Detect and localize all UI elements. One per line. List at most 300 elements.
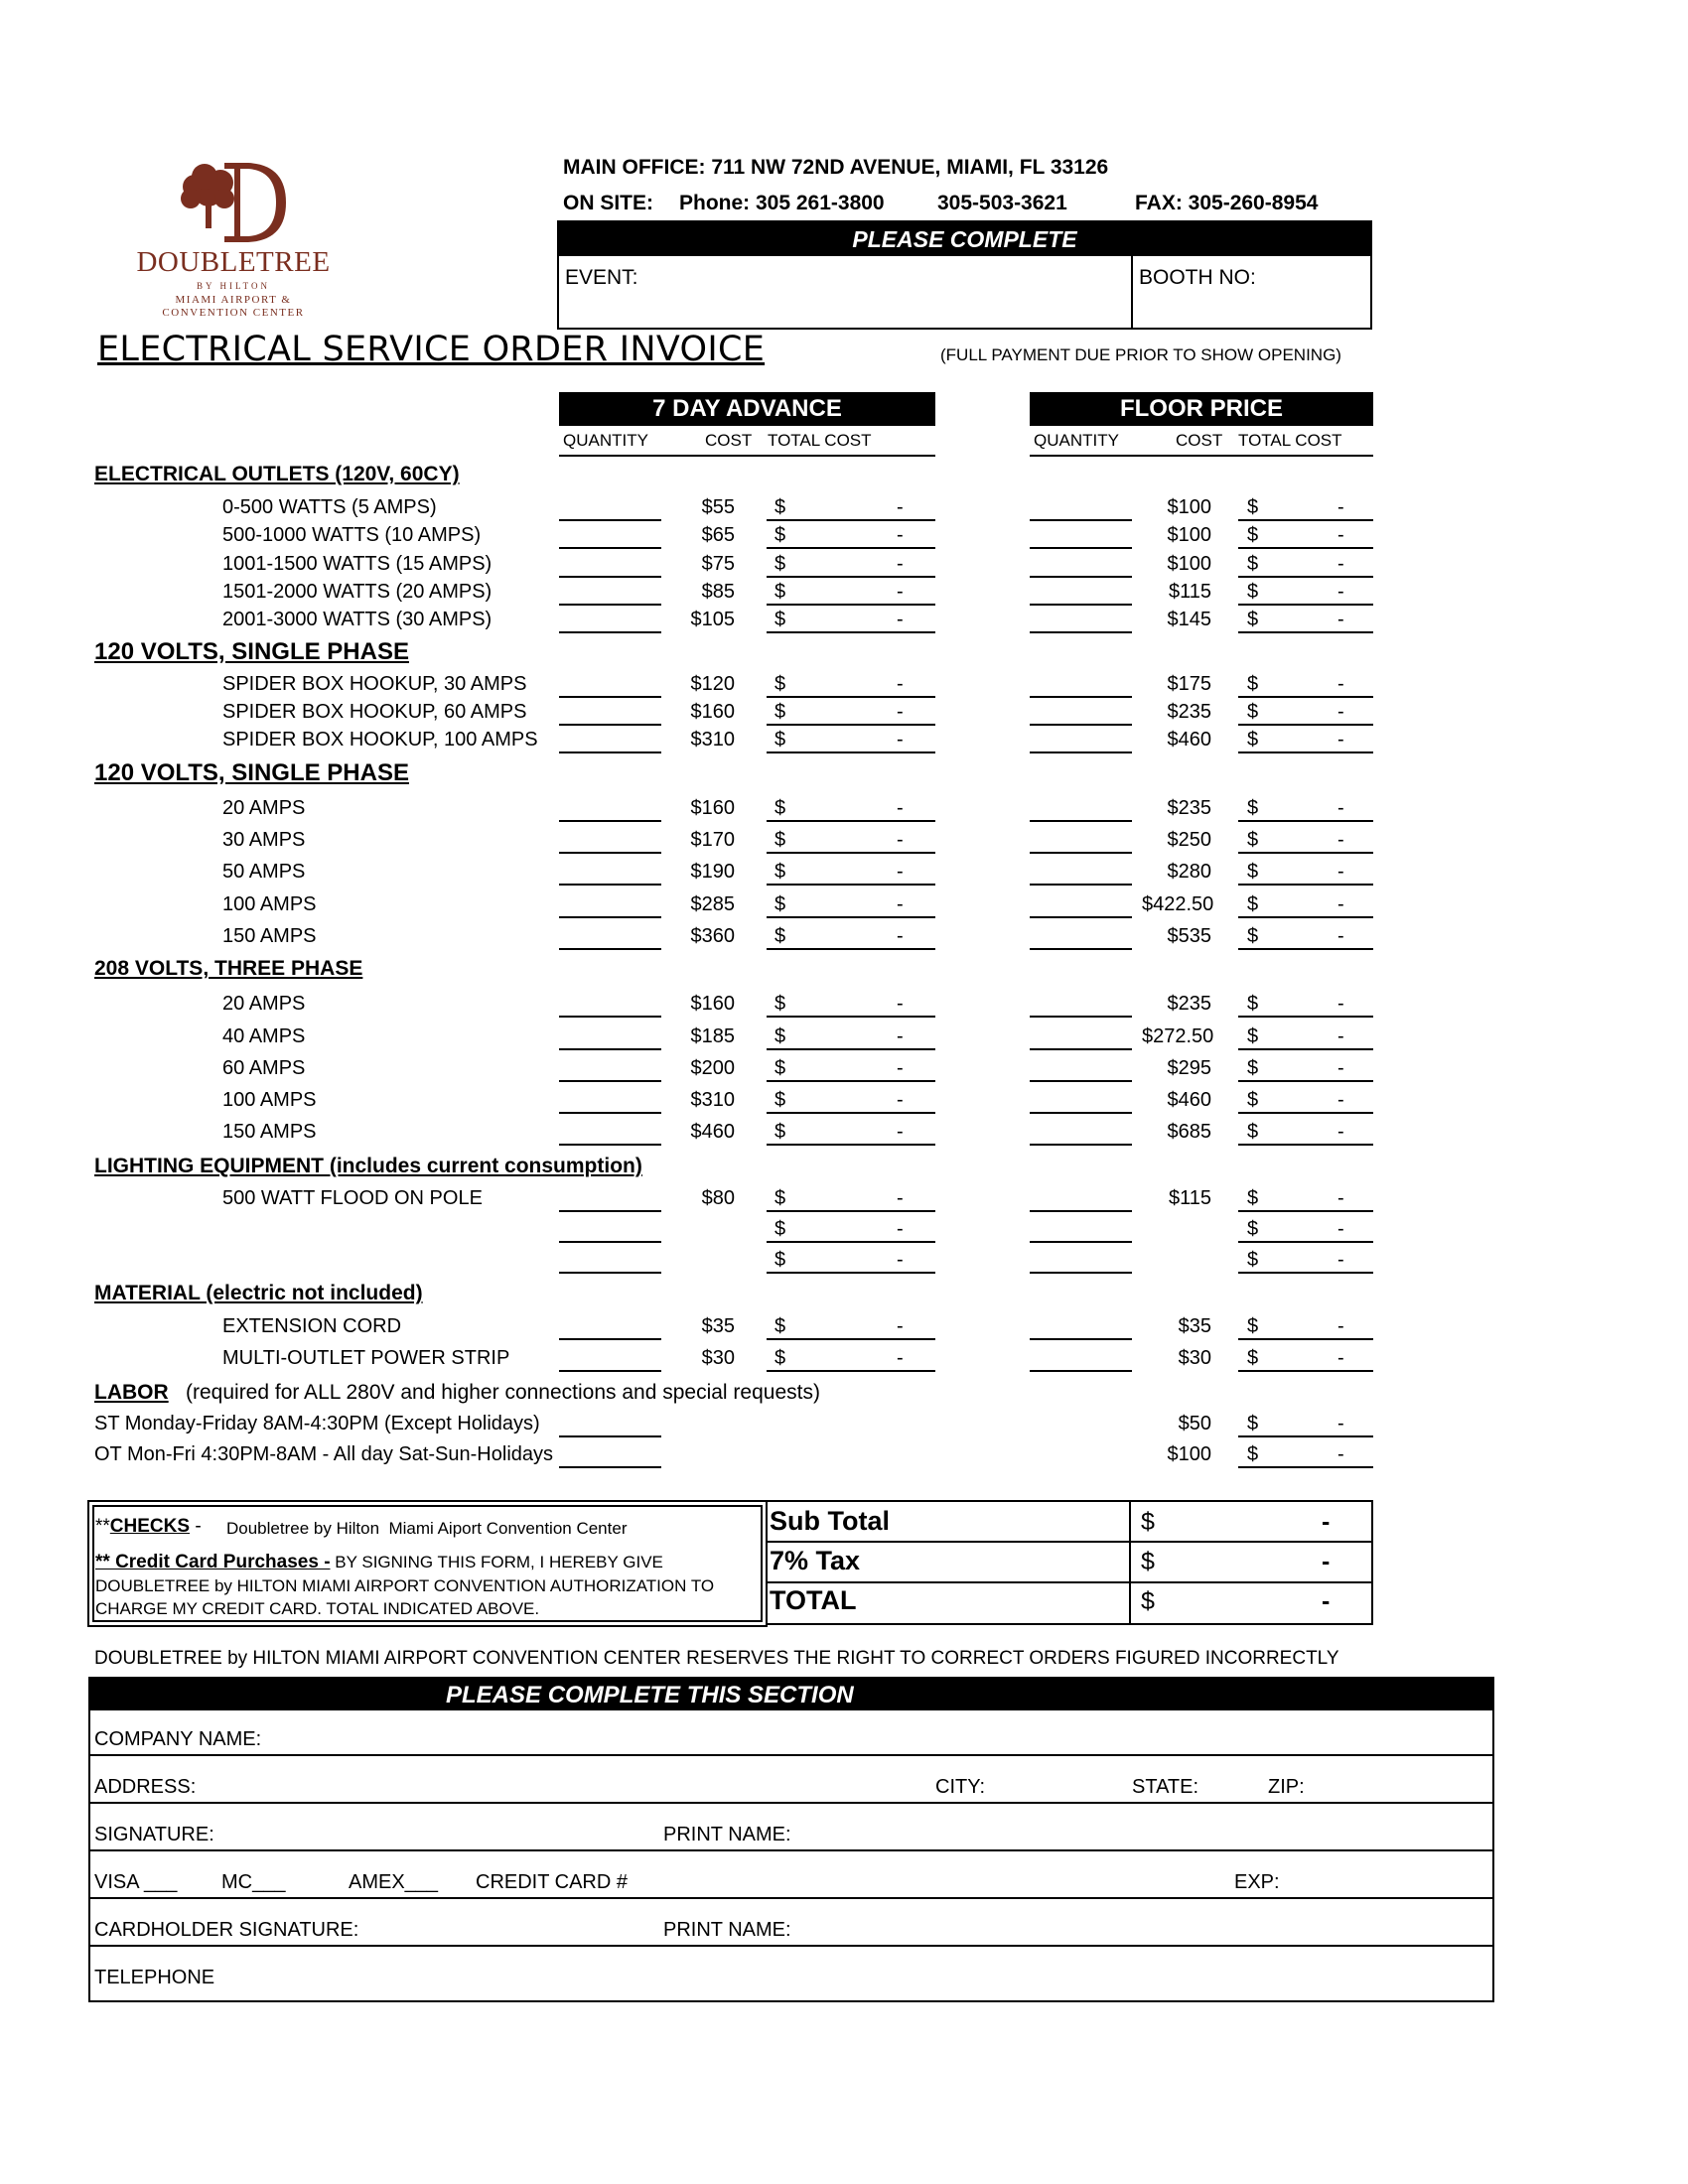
floor-cost: $115 <box>1168 1187 1211 1209</box>
floor-total-value: - <box>1337 1089 1344 1111</box>
adv-total-currency: $ <box>774 893 786 915</box>
adv-total-currency: $ <box>774 1025 786 1047</box>
item-label: 60 AMPS <box>222 1057 306 1079</box>
floor-cost: $235 <box>1167 993 1211 1015</box>
adv-total-underline <box>767 726 935 753</box>
adv-quantity-input[interactable] <box>559 1215 661 1243</box>
floor-total-header: TOTAL COST <box>1238 431 1342 450</box>
item-label: 40 AMPS <box>222 1025 306 1047</box>
adv-total-underline <box>767 922 935 950</box>
adv-quantity-input[interactable] <box>559 550 661 578</box>
floor-quantity-input[interactable] <box>1030 606 1132 633</box>
section-labor: LABOR <box>94 1381 169 1404</box>
adv-total-underline <box>767 1184 935 1212</box>
floor-cost: $100 <box>1167 524 1211 546</box>
item-label: MULTI-OUTLET POWER STRIP <box>222 1347 510 1369</box>
form-row-address[interactable] <box>89 1756 1493 1804</box>
floor-total-value: - <box>1337 1218 1344 1240</box>
floor-quantity-input[interactable] <box>1030 1312 1132 1340</box>
amex-option[interactable]: AMEX___ <box>349 1871 439 1893</box>
adv-quantity-input[interactable] <box>559 1246 661 1274</box>
adv-quantity-input[interactable] <box>559 1344 661 1372</box>
floor-quantity-input[interactable] <box>1030 1344 1132 1372</box>
item-row <box>0 890 1688 918</box>
adv-quantity-header: QUANTITY <box>563 431 648 450</box>
mc-option[interactable]: MC___ <box>221 1871 286 1893</box>
form-header: PLEASE COMPLETE THIS SECTION <box>446 1682 854 1708</box>
logo-brand: DOUBLETREE <box>136 246 331 278</box>
adv-total-currency: $ <box>774 1347 786 1369</box>
floor-quantity-input[interactable] <box>1030 1184 1132 1212</box>
adv-quantity-input[interactable] <box>559 493 661 521</box>
floor-cost: $35 <box>1178 1315 1211 1337</box>
floor-quantity-input[interactable] <box>1030 1215 1132 1243</box>
adv-quantity-input[interactable] <box>559 670 661 698</box>
item-row <box>0 1215 1688 1243</box>
floor-total-value: - <box>1337 829 1344 851</box>
floor-total-value: - <box>1337 609 1344 630</box>
item-row <box>0 578 1688 606</box>
adv-total-value: - <box>897 925 904 947</box>
adv-quantity-input[interactable] <box>559 890 661 918</box>
adv-quantity-input[interactable] <box>559 726 661 753</box>
adv-total-underline <box>767 1344 935 1372</box>
advance-header: 7 DAY ADVANCE <box>559 392 935 426</box>
adv-total-underline <box>767 794 935 822</box>
adv-total-value: - <box>897 581 904 603</box>
adv-total-value: - <box>897 1089 904 1111</box>
adv-cost: $160 <box>690 993 735 1015</box>
floor-total-underline <box>1238 521 1373 549</box>
item-row <box>0 670 1688 698</box>
item-row <box>0 550 1688 578</box>
section-material: MATERIAL (electric not included) <box>94 1282 423 1304</box>
adv-quantity-input[interactable] <box>559 606 661 633</box>
adv-total-underline <box>767 1023 935 1050</box>
adv-total-underline <box>767 1054 935 1082</box>
total-value: - <box>1322 1587 1331 1615</box>
floor-total-underline <box>1238 550 1373 578</box>
floor-total-value: - <box>1337 524 1344 546</box>
section-208v: 208 VOLTS, THREE PHASE <box>94 957 363 980</box>
labor-hours-input[interactable] <box>559 1440 661 1468</box>
item-row <box>0 1184 1688 1212</box>
item-label: SPIDER BOX HOOKUP, 100 AMPS <box>222 729 538 751</box>
floor-quantity-input[interactable] <box>1030 826 1132 854</box>
labor-row <box>0 1410 1688 1437</box>
adv-total-underline <box>767 1086 935 1114</box>
floor-cost: $115 <box>1168 581 1211 603</box>
item-row <box>0 606 1688 633</box>
adv-cost: $200 <box>690 1057 735 1079</box>
adv-total-value: - <box>897 797 904 819</box>
subtotal-label: Sub Total <box>770 1506 890 1536</box>
adv-cost: $310 <box>690 729 735 751</box>
adv-quantity-input[interactable] <box>559 1023 661 1050</box>
adv-quantity-input[interactable] <box>559 1184 661 1212</box>
floor-total-currency: $ <box>1247 673 1259 695</box>
tax-currency: $ <box>1141 1548 1155 1575</box>
floor-total-value: - <box>1337 861 1344 883</box>
floor-total-currency: $ <box>1247 797 1259 819</box>
adv-total-currency: $ <box>774 609 786 630</box>
floor-total-underline <box>1238 726 1373 753</box>
floor-total-currency: $ <box>1247 729 1259 751</box>
checks-prefix: ** <box>95 1516 110 1537</box>
logo-sub1: BY HILTON <box>197 281 270 291</box>
form-row-telephone[interactable] <box>89 1947 1493 1994</box>
floor-total-currency: $ <box>1247 609 1259 630</box>
item-row <box>0 1023 1688 1050</box>
labor-total-underline <box>1238 1440 1373 1468</box>
total-currency: $ <box>1141 1587 1155 1615</box>
adv-total-underline <box>767 858 935 886</box>
floor-quantity-input[interactable] <box>1030 578 1132 606</box>
adv-total-value: - <box>897 829 904 851</box>
adv-total-underline <box>767 1118 935 1146</box>
form-row-card[interactable] <box>89 1851 1493 1899</box>
section-outlets: ELECTRICAL OUTLETS (120V, 60CY) <box>94 463 460 485</box>
floor-total-currency: $ <box>1247 1249 1259 1271</box>
item-row <box>0 1086 1688 1114</box>
floor-total-currency: $ <box>1247 993 1259 1015</box>
labor-rate: $50 <box>1178 1413 1211 1434</box>
phone: Phone: 305 261-3800 <box>679 192 885 214</box>
item-label: 500 WATT FLOOD ON POLE <box>222 1187 483 1209</box>
floor-cost: $535 <box>1167 925 1211 947</box>
credit-card-number-label: CREDIT CARD # <box>476 1871 628 1893</box>
floor-total-underline <box>1238 826 1373 854</box>
labor-total-currency: $ <box>1247 1413 1259 1434</box>
labor-hours-input[interactable] <box>559 1410 661 1437</box>
adv-total-currency: $ <box>774 1315 786 1337</box>
adv-quantity-input[interactable] <box>559 1118 661 1146</box>
floor-quantity-input[interactable] <box>1030 990 1132 1018</box>
adv-total-currency: $ <box>774 829 786 851</box>
adv-total-currency: $ <box>774 581 786 603</box>
floor-total-value: - <box>1337 673 1344 695</box>
item-label: EXTENSION CORD <box>222 1315 402 1337</box>
address-label: ADDRESS: <box>94 1776 197 1798</box>
adv-total-underline <box>767 1246 935 1274</box>
adv-total-underline <box>767 890 935 918</box>
floor-total-value: - <box>1337 925 1344 947</box>
adv-total-currency: $ <box>774 1089 786 1111</box>
floor-cost: $235 <box>1167 701 1211 723</box>
adv-quantity-input[interactable] <box>559 1054 661 1082</box>
floor-total-currency: $ <box>1247 893 1259 915</box>
adv-cost: $185 <box>690 1025 735 1047</box>
adv-total-value: - <box>897 993 904 1015</box>
item-row <box>0 698 1688 726</box>
item-label: 100 AMPS <box>222 893 317 915</box>
labor-total-value: - <box>1337 1413 1344 1434</box>
adv-cost: $460 <box>690 1121 735 1143</box>
adv-total-value: - <box>897 1249 904 1271</box>
floor-quantity-input[interactable] <box>1030 890 1132 918</box>
labor-note: (required for ALL 280V and higher connections and special requests) <box>186 1381 820 1404</box>
adv-total-currency: $ <box>774 861 786 883</box>
floor-total-currency: $ <box>1247 1218 1259 1240</box>
cardholder-signature-label: CARDHOLDER SIGNATURE: <box>94 1919 359 1941</box>
adv-total-currency: $ <box>774 1057 786 1079</box>
item-label: 150 AMPS <box>222 925 317 947</box>
print-name-label: PRINT NAME: <box>663 1824 791 1845</box>
floor-quantity-input[interactable] <box>1030 1054 1132 1082</box>
floor-total-value: - <box>1337 1187 1344 1209</box>
adv-cost: $170 <box>690 829 735 851</box>
floor-total-value: - <box>1337 581 1344 603</box>
logo <box>119 149 348 319</box>
section-120v-amps: 120 VOLTS, SINGLE PHASE <box>94 759 409 786</box>
floor-cost: $175 <box>1167 673 1211 695</box>
adv-total-currency: $ <box>774 797 786 819</box>
item-row <box>0 1054 1688 1082</box>
floor-total-currency: $ <box>1247 524 1259 546</box>
floor-cost: $280 <box>1167 861 1211 883</box>
floor-total-currency: $ <box>1247 1187 1259 1209</box>
form-row-company[interactable] <box>89 1708 1493 1756</box>
adv-total-value: - <box>897 1315 904 1337</box>
floor-header: FLOOR PRICE <box>1030 392 1373 426</box>
floor-total-underline <box>1238 1215 1373 1243</box>
labor-total-currency: $ <box>1247 1443 1259 1465</box>
adv-quantity-input[interactable] <box>559 521 661 549</box>
tax-label: 7% Tax <box>770 1546 861 1575</box>
checks-line <box>95 1516 202 1538</box>
item-label: SPIDER BOX HOOKUP, 60 AMPS <box>222 701 527 723</box>
section-lighting: LIGHTING EQUIPMENT (includes current consumption) <box>94 1155 642 1177</box>
adv-total-underline <box>767 578 935 606</box>
adv-quantity-input[interactable] <box>559 578 661 606</box>
company-label: COMPANY NAME: <box>94 1728 262 1750</box>
adv-cost: $75 <box>701 553 735 575</box>
floor-quantity-input[interactable] <box>1030 493 1132 521</box>
floor-total-currency: $ <box>1247 829 1259 851</box>
floor-total-currency: $ <box>1247 1057 1259 1079</box>
floor-total-value: - <box>1337 496 1344 518</box>
floor-total-value: - <box>1337 1025 1344 1047</box>
item-label: 500-1000 WATTS (10 AMPS) <box>222 524 482 546</box>
totals-hline-1 <box>768 1541 1371 1543</box>
floor-quantity-input[interactable] <box>1030 726 1132 753</box>
labor-label: OT Mon-Fri 4:30PM-8AM - All day Sat-Sun-Holidays <box>94 1443 554 1465</box>
floor-total-underline <box>1238 1312 1373 1340</box>
adv-total-value: - <box>897 861 904 883</box>
adv-cost: $105 <box>690 609 735 630</box>
adv-total-underline <box>767 521 935 549</box>
checks-label: CHECKS <box>109 1516 191 1537</box>
adv-quantity-input[interactable] <box>559 1086 661 1114</box>
tree-d-logo-icon <box>169 157 298 248</box>
adv-quantity-input[interactable] <box>559 922 661 950</box>
floor-total-underline <box>1238 990 1373 1018</box>
adv-quantity-input[interactable] <box>559 990 661 1018</box>
adv-total-value: - <box>897 1218 904 1240</box>
floor-quantity-input[interactable] <box>1030 670 1132 698</box>
floor-total-underline <box>1238 922 1373 950</box>
adv-total-currency: $ <box>774 1121 786 1143</box>
adv-total-value: - <box>897 524 904 546</box>
floor-quantity-input[interactable] <box>1030 858 1132 886</box>
signature-label: SIGNATURE: <box>94 1824 214 1845</box>
adv-header-underline <box>559 455 935 457</box>
booth-label[interactable]: BOOTH NO: <box>1139 266 1256 289</box>
adv-quantity-input[interactable] <box>559 698 661 726</box>
item-row <box>0 493 1688 521</box>
item-label: 100 AMPS <box>222 1089 317 1111</box>
floor-total-underline <box>1238 858 1373 886</box>
floor-total-underline <box>1238 1344 1373 1372</box>
floor-cost: $272.50 <box>1142 1025 1214 1047</box>
floor-quantity-input[interactable] <box>1030 1023 1132 1050</box>
exp-label: EXP: <box>1234 1871 1280 1893</box>
adv-cost: $65 <box>701 524 735 546</box>
adv-total-underline <box>767 698 935 726</box>
floor-cost-header: COST <box>1176 431 1223 450</box>
adv-cost: $360 <box>690 925 735 947</box>
adv-total-underline <box>767 990 935 1018</box>
cc-label: ** Credit Card Purchases - <box>95 1552 331 1572</box>
cc-text1: BY SIGNING THIS FORM, I HEREBY GIVE <box>335 1553 663 1571</box>
floor-total-value: - <box>1337 1249 1344 1271</box>
print-name2-label: PRINT NAME: <box>663 1919 791 1941</box>
cc-text2: DOUBLETREE by HILTON MIAMI AIRPORT CONVENTION AUTHORIZATION TO <box>95 1576 715 1595</box>
floor-total-currency: $ <box>1247 496 1259 518</box>
adv-cost-header: COST <box>705 431 753 450</box>
item-row <box>0 794 1688 822</box>
adv-quantity-input[interactable] <box>559 1312 661 1340</box>
item-row <box>0 521 1688 549</box>
floor-quantity-input[interactable] <box>1030 1118 1132 1146</box>
adv-cost: $35 <box>701 1315 735 1337</box>
adv-total-value: - <box>897 701 904 723</box>
labor-row <box>0 1440 1688 1468</box>
item-label: 20 AMPS <box>222 993 306 1015</box>
adv-cost: $160 <box>690 701 735 723</box>
floor-quantity-input[interactable] <box>1030 922 1132 950</box>
totals-box <box>766 1500 1373 1625</box>
adv-total-header: TOTAL COST <box>768 431 872 450</box>
tax-value: - <box>1322 1548 1331 1575</box>
adv-quantity-input[interactable] <box>559 794 661 822</box>
floor-total-value: - <box>1337 993 1344 1015</box>
on-site-label: ON SITE: <box>563 192 654 214</box>
floor-quantity-input[interactable] <box>1030 550 1132 578</box>
event-booth-box <box>557 220 1372 330</box>
telephone-label: TELEPHONE <box>94 1967 215 1988</box>
floor-total-currency: $ <box>1247 1121 1259 1143</box>
floor-total-value: - <box>1337 553 1344 575</box>
floor-total-value: - <box>1337 1347 1344 1369</box>
item-label: 150 AMPS <box>222 1121 317 1143</box>
main-office: MAIN OFFICE: 711 NW 72ND AVENUE, MIAMI, FL 33126 <box>563 156 1109 179</box>
adv-total-value: - <box>897 609 904 630</box>
adv-total-currency: $ <box>774 925 786 947</box>
item-row <box>0 726 1688 753</box>
floor-cost: $100 <box>1167 553 1211 575</box>
floor-total-currency: $ <box>1247 1347 1259 1369</box>
floor-header-underline <box>1030 455 1373 457</box>
floor-quantity-input[interactable] <box>1030 1246 1132 1274</box>
event-label[interactable]: EVENT: <box>565 266 638 289</box>
adv-total-value: - <box>897 673 904 695</box>
floor-total-value: - <box>1337 1315 1344 1337</box>
cc-line <box>95 1552 663 1573</box>
item-label: 1501-2000 WATTS (20 AMPS) <box>222 581 492 603</box>
floor-quantity-input[interactable] <box>1030 521 1132 549</box>
adv-cost: $120 <box>690 673 735 695</box>
floor-cost: $685 <box>1167 1121 1211 1143</box>
adv-quantity-input[interactable] <box>559 826 661 854</box>
item-row <box>0 990 1688 1018</box>
floor-total-currency: $ <box>1247 1315 1259 1337</box>
adv-total-value: - <box>897 893 904 915</box>
item-row <box>0 1344 1688 1372</box>
item-label: 0-500 WATTS (5 AMPS) <box>222 496 437 518</box>
visa-option[interactable]: VISA ___ <box>94 1871 178 1893</box>
adv-total-currency: $ <box>774 993 786 1015</box>
floor-quantity-input[interactable] <box>1030 698 1132 726</box>
adv-total-underline <box>767 493 935 521</box>
checks-dash: - <box>195 1516 202 1537</box>
floor-cost: $422.50 <box>1142 893 1214 915</box>
disclaimer: DOUBLETREE by HILTON MIAMI AIRPORT CONVENTION CENTER RESERVES THE RIGHT TO CORRECT ORDERS FIGURED INCORRECTLY <box>94 1648 1339 1669</box>
floor-total-value: - <box>1337 701 1344 723</box>
checks-payee: Doubletree by Hilton Miami Aiport Convention Center <box>226 1519 628 1538</box>
floor-quantity-input[interactable] <box>1030 794 1132 822</box>
adv-total-underline <box>767 1215 935 1243</box>
adv-total-currency: $ <box>774 729 786 751</box>
adv-cost: $190 <box>690 861 735 883</box>
floor-cost: $145 <box>1167 609 1211 630</box>
form-row-signature[interactable] <box>89 1804 1493 1851</box>
fax: FAX: 305-260-8954 <box>1135 192 1319 214</box>
logo-sub2: MIAMI AIRPORT & <box>175 294 292 306</box>
form-row-cardholder[interactable] <box>89 1899 1493 1947</box>
floor-total-underline <box>1238 1246 1373 1274</box>
floor-total-underline <box>1238 1086 1373 1114</box>
floor-total-currency: $ <box>1247 701 1259 723</box>
floor-cost: $460 <box>1167 1089 1211 1111</box>
item-row <box>0 1118 1688 1146</box>
adv-total-currency: $ <box>774 701 786 723</box>
item-label: 30 AMPS <box>222 829 306 851</box>
floor-quantity-input[interactable] <box>1030 1086 1132 1114</box>
adv-total-currency: $ <box>774 524 786 546</box>
adv-cost: $160 <box>690 797 735 819</box>
adv-total-value: - <box>897 729 904 751</box>
item-row <box>0 1246 1688 1274</box>
totals-hline-2 <box>768 1581 1371 1583</box>
payment-box <box>87 1500 768 1627</box>
section-120v-spider: 120 VOLTS, SINGLE PHASE <box>94 638 409 665</box>
floor-total-underline <box>1238 606 1373 633</box>
page-title: ELECTRICAL SERVICE ORDER INVOICE <box>97 330 766 369</box>
floor-total-underline <box>1238 1023 1373 1050</box>
adv-quantity-input[interactable] <box>559 858 661 886</box>
floor-total-underline <box>1238 1184 1373 1212</box>
floor-total-value: - <box>1337 797 1344 819</box>
zip-label: ZIP: <box>1268 1776 1305 1798</box>
adv-total-value: - <box>897 1025 904 1047</box>
item-label: 1001-1500 WATTS (15 AMPS) <box>222 553 492 575</box>
floor-total-currency: $ <box>1247 861 1259 883</box>
item-row <box>0 922 1688 950</box>
adv-total-value: - <box>897 553 904 575</box>
adv-cost: $30 <box>701 1347 735 1369</box>
item-label: 20 AMPS <box>222 797 306 819</box>
